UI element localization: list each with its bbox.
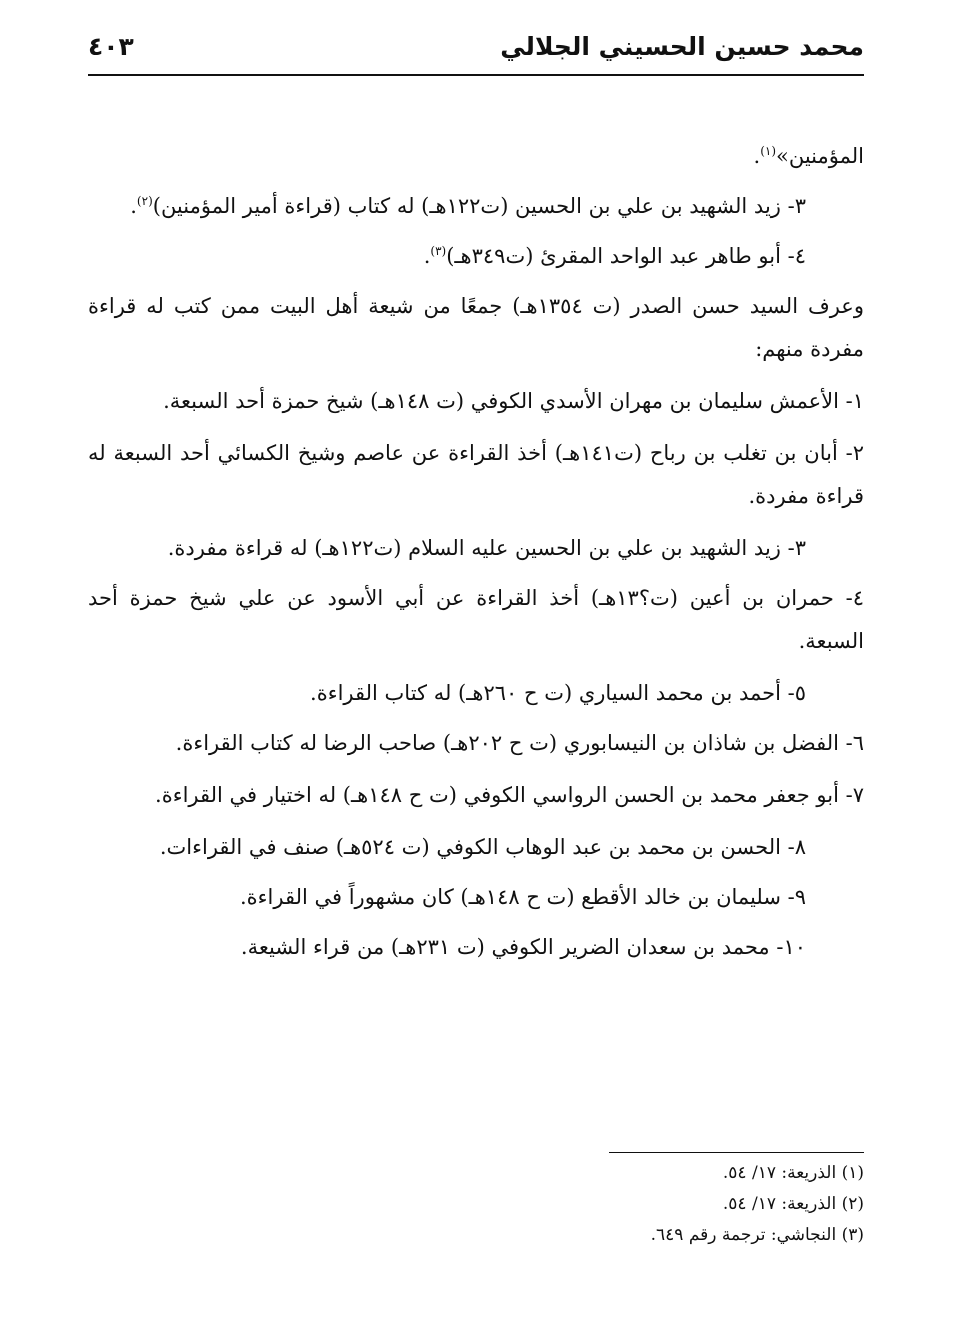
- body-text: [88, 135, 864, 976]
- footnote-ref-3: (٣): [430, 244, 447, 258]
- list-item-7: ٧- أبو جعفر محمد بن الحسن الرواسي الكوفي (ت ح ١٤٨هـ) له اختيار في القراءة.: [155, 783, 864, 807]
- footnote-3: (٣) النجاشي: ترجمة رقم ٦٤٩.: [650, 1225, 864, 1245]
- paragraph-continuation: المؤمنين»$^{(١)}$.: [753, 144, 864, 168]
- list-item-abu-tahir: ٤- أبو طاهر عبد الواحد المقرئ (ت٣٤٩هـ)$^{(٣)}$.: [423, 244, 806, 268]
- footnote-ref-2: (٢): [136, 194, 153, 208]
- running-header: [88, 30, 864, 76]
- footnote-2: (٢) الذريعة: ١٧/ ٥٤.: [722, 1194, 864, 1214]
- footnote-1: (١) الذريعة: ١٧/ ٥٤.: [722, 1163, 864, 1183]
- document-page: [88, 0, 864, 1330]
- header-author: محمد حسين الحسيني الجلالي: [500, 32, 864, 61]
- paragraph-intro: وعرف السيد حسن الصدر (ت ١٣٥٤هـ) جمعًا من شيعة أهل البيت ممن كتب له قراءة مفردة منهم:: [88, 294, 864, 361]
- page-number: ٤٠٣: [88, 32, 134, 61]
- footnote-separator: [609, 1152, 864, 1153]
- list-item-4: ٤- حمران بن أعين (ت؟١٣هـ) أخذ القراءة عن أبي الأسود عن علي شيخ حمزة أحد السبعة.: [88, 586, 864, 653]
- list-item-3: ٣- زيد الشهيد بن علي بن الحسين عليه السلام (ت١٢٢هـ) له قراءة مفردة.: [167, 536, 806, 560]
- list-item-6: ٦- الفضل بن شاذان بن النيسابوري (ت ح ٢٠٢هـ) صاحب الرضا له كتاب القراءة.: [175, 731, 864, 755]
- list-item-9: ٩- سليمان بن خالد الأقطع (ت ح ١٤٨هـ) كان مشهوراً في القراءة.: [240, 885, 806, 909]
- list-item-8: ٨- الحسن بن محمد بن عبد الوهاب الكوفي (ت ٥٢٤هـ) صنف في القراءات.: [159, 835, 806, 859]
- list-item-2: ٢- أبان بن تغلب بن رباح (ت١٤١هـ) أخذ القراءة عن عاصم وشيخ الكسائي أحد السبعة له قراءة مفردة.: [88, 441, 864, 508]
- list-item-10: ١٠- محمد بن سعدان الضرير الكوفي (ت ٢٣١هـ) من قراء الشيعة.: [240, 935, 806, 959]
- list-item-1: ١- الأعمش سليمان بن مهران الأسدي الكوفي (ت ١٤٨هـ) شيخ حمزة أحد السبعة.: [163, 389, 864, 413]
- footnote-ref-1: (١): [760, 144, 777, 158]
- footnotes: [88, 1158, 864, 1251]
- list-item-zayd-1: ٣- زيد الشهيد بن علي بن الحسين (ت١٢٢هـ) له كتاب (قراءة أمير المؤمنين)$^{(٢)}$.: [130, 194, 806, 218]
- list-item-5: ٥- أحمد بن محمد السياري (ت ح ٢٦٠هـ) له كتاب القراءة.: [310, 681, 806, 705]
